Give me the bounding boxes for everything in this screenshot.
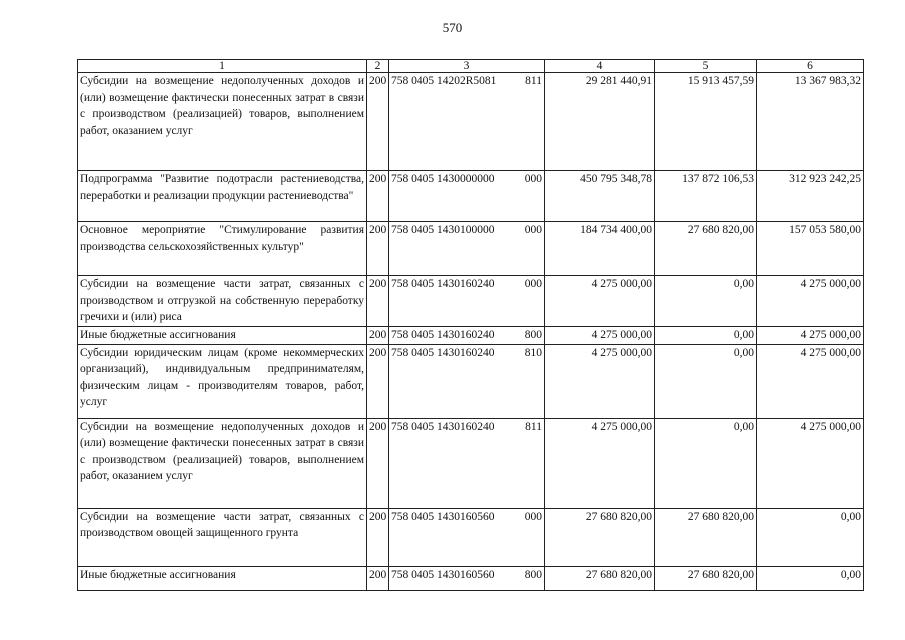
row-type: 000 xyxy=(524,278,542,290)
row-code-cell xyxy=(389,418,545,508)
row-value-6: 312 923 242,25 xyxy=(757,171,864,222)
row-value-5: 27 680 820,00 xyxy=(655,508,757,566)
column-header-1: 1 xyxy=(78,60,367,73)
column-header-2: 2 xyxy=(367,60,389,73)
row-value-5: 27 680 820,00 xyxy=(655,566,757,590)
row-code-cell xyxy=(389,222,545,276)
row-code: 758 0405 14202R5081 xyxy=(391,75,497,87)
column-header-6: 6 xyxy=(757,60,864,73)
table-row xyxy=(78,73,864,171)
row-description: Субсидии юридическим лицам (кроме некоммерческих организаций), индивидуальным предпринимателям, физическим лицам - производителям товаров, работ, услуг xyxy=(78,344,367,418)
row-value-4: 4 275 000,00 xyxy=(545,344,655,418)
table-row xyxy=(78,344,864,418)
row-value-4: 27 680 820,00 xyxy=(545,508,655,566)
row-code-cell xyxy=(389,327,545,345)
row-code: 758 0405 1430160240 xyxy=(391,346,495,359)
row-code: 758 0405 1430100000 xyxy=(391,224,495,236)
row-value-6: 0,00 xyxy=(757,566,864,590)
row-value-4: 4 275 000,00 xyxy=(545,327,655,345)
table-row xyxy=(78,566,864,590)
row-description: Иные бюджетные ассигнования xyxy=(78,566,367,590)
row-value-6: 4 275 000,00 xyxy=(757,276,864,327)
row-type: 000 xyxy=(524,510,542,523)
row-type: 810 xyxy=(524,346,542,359)
table-row xyxy=(78,508,864,566)
row-col2: 200 xyxy=(367,566,389,590)
row-value-5: 0,00 xyxy=(655,418,757,508)
row-code-cell xyxy=(389,276,545,327)
row-value-4: 4 275 000,00 xyxy=(545,276,655,327)
row-col2: 200 xyxy=(367,344,389,418)
column-header-4: 4 xyxy=(545,60,655,73)
row-type: 811 xyxy=(525,75,542,87)
row-code: 758 0405 1430160240 xyxy=(391,329,495,341)
column-header-5: 5 xyxy=(655,60,757,73)
row-description: Субсидии на возмещение недополученных доходов и (или) возмещение фактически понесенных затрат в связи с производством (реализацией) товаров, выполнением работ, оказанием услуг xyxy=(78,73,367,171)
row-value-5: 0,00 xyxy=(655,276,757,327)
row-description: Субсидии на возмещение недополученных доходов и (или) возмещение фактически понесенных затрат в связи с производством (реализацией) товаров, выполнением работ, оказанием услуг xyxy=(78,418,367,508)
row-value-5: 15 913 457,59 xyxy=(655,73,757,171)
row-description: Субсидии на возмещение части затрат, связанных с производством и отгрузкой на собственную переработку гречихи и (или) риса xyxy=(78,276,367,327)
table-row xyxy=(78,327,864,345)
row-type: 800 xyxy=(524,568,542,581)
row-code-cell xyxy=(389,566,545,590)
row-value-4: 29 281 440,91 xyxy=(545,73,655,171)
row-code: 758 0405 1430160240 xyxy=(391,278,495,290)
row-value-5: 27 680 820,00 xyxy=(655,222,757,276)
header-row xyxy=(78,60,864,73)
row-type: 811 xyxy=(525,420,542,433)
row-code-cell xyxy=(389,344,545,418)
row-code-cell xyxy=(389,508,545,566)
row-value-6: 4 275 000,00 xyxy=(757,344,864,418)
row-value-4: 4 275 000,00 xyxy=(545,418,655,508)
table-row xyxy=(78,276,864,327)
row-value-5: 0,00 xyxy=(655,327,757,345)
row-description: Основное мероприятие "Стимулирование развития производства сельскохозяйственных культур" xyxy=(78,222,367,276)
page-number: 570 xyxy=(442,20,463,35)
row-type: 800 xyxy=(524,329,542,341)
row-value-6: 4 275 000,00 xyxy=(757,418,864,508)
table-row xyxy=(78,171,864,222)
row-code-cell xyxy=(389,171,545,222)
row-code-cell xyxy=(389,73,545,171)
row-description: Подпрограмма "Развитие подотрасли растениеводства, переработки и реализации продукции растениеводства" xyxy=(78,171,367,222)
row-code: 758 0405 1430000000 xyxy=(391,173,495,185)
table-row xyxy=(78,418,864,508)
budget-table xyxy=(77,59,864,591)
row-value-5: 137 872 106,53 xyxy=(655,171,757,222)
row-value-6: 4 275 000,00 xyxy=(757,327,864,345)
row-description: Иные бюджетные ассигнования xyxy=(78,327,367,345)
row-type: 000 xyxy=(524,173,542,185)
row-value-4: 184 734 400,00 xyxy=(545,222,655,276)
row-value-6: 0,00 xyxy=(757,508,864,566)
row-col2: 200 xyxy=(367,418,389,508)
row-code: 758 0405 1430160560 xyxy=(391,510,495,523)
row-value-5: 0,00 xyxy=(655,344,757,418)
row-description: Субсидии на возмещение части затрат, связанных с производством овощей защищенного грунта xyxy=(78,508,367,566)
row-col2: 200 xyxy=(367,222,389,276)
row-col2: 200 xyxy=(367,327,389,345)
row-value-4: 450 795 348,78 xyxy=(545,171,655,222)
row-col2: 200 xyxy=(367,171,389,222)
row-code: 758 0405 1430160240 xyxy=(391,420,495,433)
row-value-6: 157 053 580,00 xyxy=(757,222,864,276)
row-value-6: 13 367 983,32 xyxy=(757,73,864,171)
row-col2: 200 xyxy=(367,508,389,566)
row-type: 000 xyxy=(524,224,542,236)
table-row xyxy=(78,222,864,276)
row-col2: 200 xyxy=(367,276,389,327)
row-col2: 200 xyxy=(367,73,389,171)
row-value-4: 27 680 820,00 xyxy=(545,566,655,590)
column-header-3: 3 xyxy=(389,60,545,73)
row-code: 758 0405 1430160560 xyxy=(391,568,495,581)
